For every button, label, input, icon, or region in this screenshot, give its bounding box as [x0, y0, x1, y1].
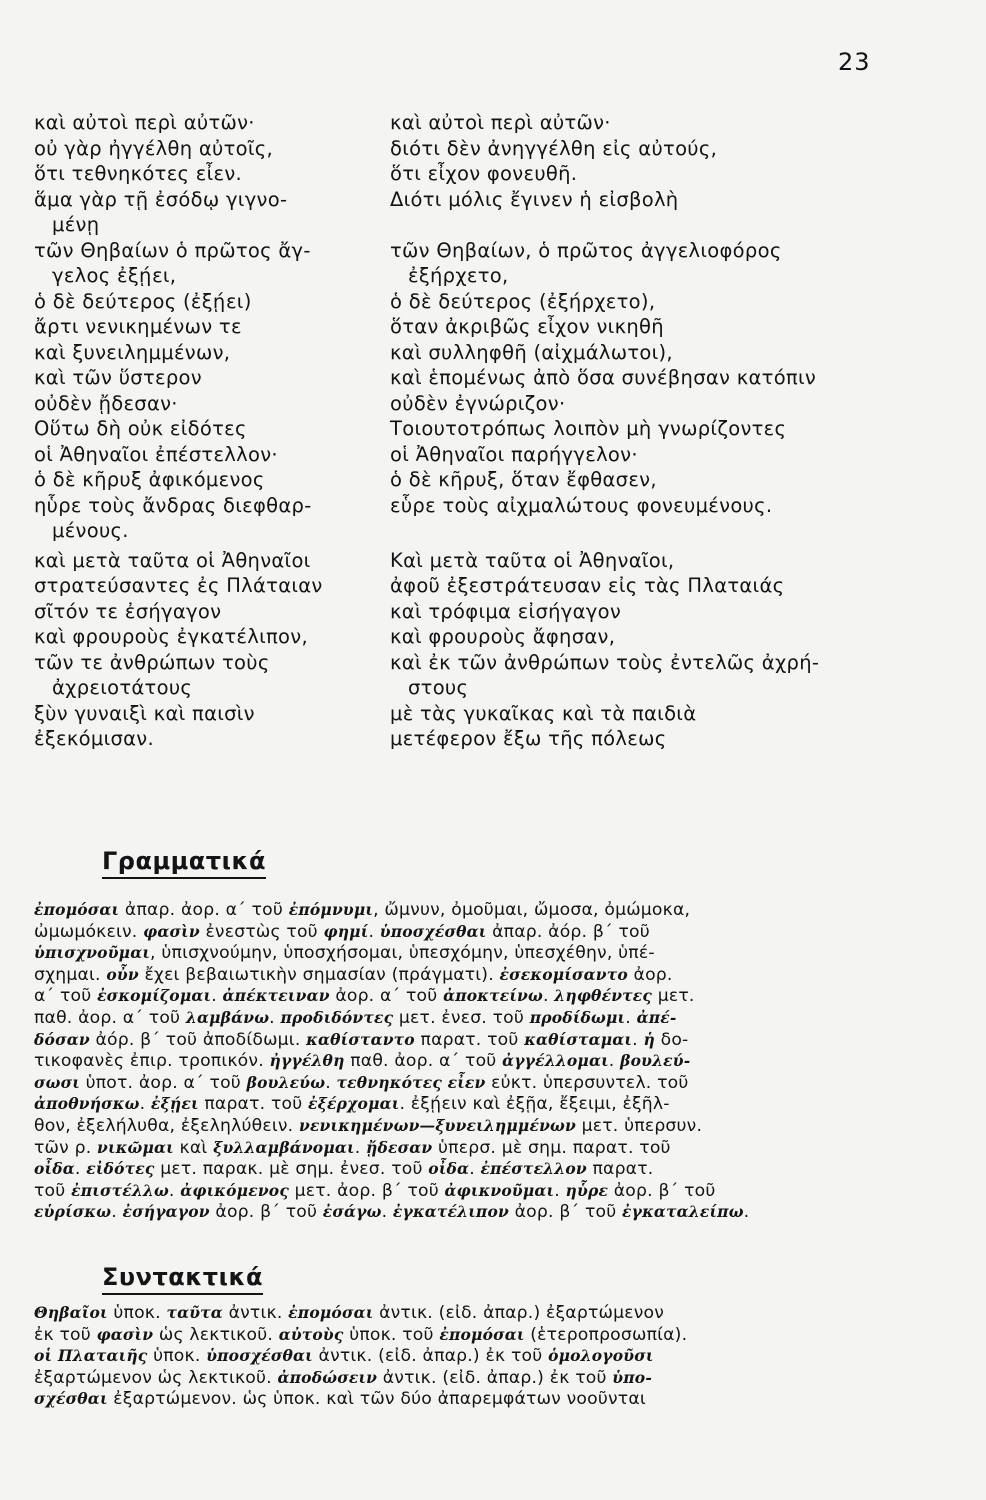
text-line: καὶ ἑπομένως ἀπὸ ὅσα συνέβησαν κατόπιν: [390, 366, 817, 389]
note-text: παρατ. τοῦ: [198, 1094, 309, 1115]
keyword: ἐσκομίζομαι: [97, 986, 212, 1006]
text-line: σῖτόν τε ἐσήγαγον: [34, 599, 222, 623]
keyword: ἐσάγω: [322, 1202, 382, 1222]
note-text: .: [111, 1202, 123, 1223]
note-line: [34, 1158, 890, 1180]
text-line: [390, 212, 910, 238]
text-line: ηὗρε τοὺς ἄνδρας διεφθαρ-: [34, 493, 312, 517]
text-line: διότι δὲν ἀνηγγέλθη εἰς αὐτούς,: [390, 136, 718, 160]
note-text: .: [381, 1202, 393, 1223]
note-text: . ἐξῄειν καὶ ἐξῇα, ἔξειμι, ἐξῆλ-: [399, 1094, 670, 1115]
keyword: λαμβάνω: [185, 1007, 270, 1027]
text-line: στους: [408, 676, 469, 699]
text-line: τῶν Θηβαίων, ὁ πρῶτος ἀγγελιοφόρος: [390, 238, 782, 262]
keyword: ἐπόμνυμι: [288, 900, 374, 919]
keyword: εὑρίσκω: [34, 1202, 112, 1222]
keyword: ἀφικόμενος: [180, 1180, 289, 1200]
note-text: .: [74, 1159, 87, 1180]
note-text: ὑποκ. τοῦ: [343, 1324, 440, 1345]
text-line: γελος ἐξῄει,: [52, 264, 177, 287]
note-line: [34, 1007, 890, 1029]
text-line: Τοιουτοτρόπως λοιπὸν μὴ γνωρίζοντες: [390, 417, 787, 440]
note-text: .: [554, 1180, 566, 1201]
text-line: Οὕτω δὴ οὐκ εἰδότες: [34, 417, 247, 440]
text-line: ὁ δὲ κῆρυξ ἀφικόμενος: [34, 468, 265, 491]
note-text: ἐνεστὼς τοῦ: [199, 921, 324, 942]
keyword: ὑπισχνοῦμαι: [34, 943, 151, 963]
keyword: ηὗρε: [565, 1180, 609, 1200]
keyword: βουλεύω: [246, 1072, 326, 1092]
keyword: ἀφικνοῦμαι: [444, 1180, 555, 1200]
text-line: οὐδὲν ἐγνώριζον·: [390, 391, 566, 415]
text-line: ὁ δὲ κῆρυξ, ὅταν ἔφθασεν,: [390, 468, 657, 491]
note-text: παθ. ἀορ. α΄ τοῦ: [344, 1051, 503, 1072]
keyword: ᾔδεσαν: [366, 1137, 433, 1157]
text-line: ὁ δὲ δεύτερος (ἐξήρχετο),: [390, 289, 656, 313]
note-text: ἀντικ. (εἰδ. ἀπαρ.) ἐκ τοῦ: [377, 1367, 613, 1388]
note-text: ἀπαρ. ἀορ. α΄ τοῦ: [119, 900, 289, 920]
note-text: .: [469, 1159, 481, 1180]
note-line: [34, 942, 890, 964]
note-text: .: [542, 986, 555, 1007]
keyword: ἐσεκομίσαντο: [499, 964, 628, 984]
note-text: (ἑτεροπροσωπία).: [524, 1324, 688, 1345]
note-line: [34, 1367, 890, 1389]
note-text: εὐκτ. ὑπερσυντελ. τοῦ: [485, 1072, 689, 1093]
text-line: ὅτι εἶχον φονευθῆ.: [390, 162, 578, 185]
text-line: μένῃ: [52, 213, 100, 236]
note-text: .: [168, 1180, 181, 1201]
keyword: αὐτοὺς: [278, 1324, 344, 1344]
keyword: ἐπομόσαι: [439, 1324, 525, 1344]
text-line: καὶ ξυνειλημμένων,: [34, 340, 231, 364]
text-line: τῶν τε ἀνθρώπων τοὺς: [34, 650, 270, 674]
text-line: [390, 518, 910, 544]
note-line: [34, 1137, 890, 1159]
note-text: ἀντικ. (εἰδ. ἀπαρ.) ἐκ τοῦ: [312, 1346, 549, 1367]
note-text: ἀπαρ. ἀόρ. β΄ τοῦ: [486, 921, 650, 942]
note-text: μετ. ἐνεσ. τοῦ: [393, 1007, 530, 1028]
note-text: ἀντικ.: [222, 1303, 289, 1323]
keyword: οὖν: [106, 964, 139, 984]
note-text: .: [325, 1072, 337, 1093]
note-text: .: [632, 1029, 644, 1050]
keyword: ἐπέστελλον: [480, 1159, 587, 1179]
text-line: εὗρε τοὺς αἰχμαλώτους φονευμένους.: [390, 493, 773, 517]
note-text: ὡς λεκτικοῦ.: [153, 1324, 279, 1345]
keyword: οἶδα: [34, 1159, 75, 1179]
note-line: [34, 1302, 890, 1324]
note-text: παρατ. τοῦ: [414, 1029, 525, 1050]
note-text: ὑποτ. ἀορ. α΄ τοῦ: [79, 1072, 247, 1093]
keyword: ἐπιστέλλω: [71, 1180, 169, 1200]
keyword: καθίσταμαι: [524, 1029, 633, 1049]
keyword: ὑπο-: [612, 1367, 652, 1387]
note-text: , ὑπισχνούμην, ὑποσχήσομαι, ὑπεσχόμην, ὑπεσχέθην, ὑπέ-: [150, 943, 655, 964]
text-line: καὶ τῶν ὕστερον: [34, 366, 202, 389]
text-line: τῶν Θηβαίων ὁ πρῶτος ἄγ-: [34, 238, 311, 262]
note-text: ἀορ. β΄ τοῦ: [608, 1180, 716, 1201]
note-text: ἀντικ. (εἰδ. ἀπαρ.) ἐξαρτώμενον: [373, 1303, 665, 1323]
text-line: στρατεύσαντες ἐς Πλάταιαν: [34, 574, 323, 597]
note-line: [34, 964, 890, 986]
keyword: Θηβαῖοι: [34, 1303, 108, 1322]
text-line: Διότι μόλις ἔγινεν ἡ εἰσβολὴ: [390, 187, 679, 211]
note-line: [34, 1180, 890, 1202]
note-line: [34, 1050, 890, 1072]
note-text: ἐξαρτώμενον. ὡς ὑποκ. καὶ τῶν δύο ἀπαρεμφάτων νοοῦνται: [107, 1389, 646, 1410]
keyword: ἀπέ-: [636, 1007, 677, 1027]
note-line: [34, 1345, 890, 1367]
note-line: [34, 1072, 890, 1094]
note-text: τῶν ρ.: [34, 1137, 98, 1158]
text-line: καὶ αὐτοὶ περὶ αὐτῶν·: [34, 111, 255, 134]
keyword: φασὶν: [96, 1324, 154, 1344]
text-line: ὅταν ἀκριβῶς εἶχον νικηθῆ: [390, 315, 664, 338]
note-text: μετ. παρακ. μὲ σημ. ἐνεσ. τοῦ: [154, 1159, 429, 1180]
text-line: ἄρτι νενικημένων τε: [34, 315, 242, 338]
note-text: , ὤμνυν, ὀμοῦμαι, ὤμοσα, ὀμώμοκα,: [373, 900, 691, 920]
grammar-notes: [34, 899, 890, 1223]
keyword: φημί: [323, 921, 369, 941]
note-text: παρατ.: [586, 1159, 654, 1180]
text-line: ὁ δὲ δεύτερος (ἐξῄει): [34, 289, 252, 313]
note-text: ἀορ.: [627, 964, 673, 985]
note-text: σχημαι.: [34, 964, 107, 985]
note-text: ἀορ. β΄ τοῦ: [508, 1202, 623, 1223]
text-line: καὶ αὐτοὶ περὶ αὐτῶν·: [390, 111, 611, 134]
page-number: 23: [838, 48, 871, 76]
keyword: ἐσήγαγον: [122, 1202, 210, 1222]
note-text: .: [139, 1094, 151, 1115]
note-line: [34, 1324, 890, 1346]
keyword: ἐγκαταλείπω: [622, 1202, 744, 1222]
keyword: ἐγκατέλιπον: [392, 1202, 509, 1222]
keyword: προδίδωμι: [529, 1007, 626, 1027]
note-text: καὶ: [173, 1137, 214, 1158]
text-line: ἐξήρχετο,: [408, 264, 509, 287]
keyword: ἀποθνήσκω: [34, 1094, 140, 1114]
keyword: φασὶν: [143, 921, 200, 941]
note-text: μετ.: [652, 986, 695, 1007]
note-text: .: [368, 921, 380, 942]
keyword: ἡ: [643, 1029, 655, 1049]
keyword: ἠγγέλθη: [269, 1051, 345, 1071]
note-text: τικοφανὲς ἐπιρ. τροπικόν.: [34, 1051, 270, 1072]
text-line: καὶ συλληφθῆ (αἰχμάλωτοι),: [390, 340, 673, 364]
text-line: ἀφοῦ ἐξεστράτευσαν εἰς τὰς Πλαταιάς: [390, 574, 785, 597]
keyword: ὁμολογοῦσι: [548, 1346, 654, 1366]
note-line: [34, 899, 890, 921]
keyword: ἀποδώσειν: [277, 1367, 378, 1387]
keyword: ἐξέρχομαι: [308, 1094, 400, 1114]
keyword: οἶδα: [428, 1159, 470, 1179]
note-line: [34, 1029, 890, 1051]
keyword: ταῦτα: [166, 1303, 223, 1322]
keyword: ἐπομόσαι: [34, 900, 120, 919]
keyword: ξυλλαμβάνομαι: [213, 1137, 355, 1157]
keyword: νικῶμαι: [97, 1137, 174, 1157]
note-text: .: [743, 1202, 750, 1223]
text-line: μὲ τὰς γυκαῖκας καὶ τὰ παιδιὰ: [390, 701, 697, 725]
text-line: μετέφερον ἔξω τῆς πόλεως: [390, 727, 667, 750]
keyword: ὑποσχέσθαι: [206, 1346, 313, 1366]
modern-translation-column: [390, 110, 910, 752]
text-line: ξὺν γυναιξὶ καὶ παισὶν: [34, 701, 255, 725]
note-line: [34, 1201, 890, 1223]
note-line: [34, 985, 890, 1007]
note-text: ὑποκ.: [107, 1303, 167, 1323]
keyword: προδιδόντες: [280, 1007, 394, 1027]
text-line: οἱ Ἀθηναῖοι παρήγγελον·: [390, 442, 638, 466]
note-text: μετ. ἀορ. β΄ τοῦ: [288, 1180, 445, 1201]
keyword: καθίσταντο: [306, 1029, 415, 1049]
keyword: οἱ Πλαταιῆς: [34, 1346, 148, 1366]
keyword: ἀγγέλλομαι: [502, 1051, 609, 1071]
keyword: εἰδότες: [86, 1159, 155, 1179]
note-line: [34, 1093, 890, 1115]
keyword: ληφθέντες: [554, 986, 653, 1006]
text-line: οὐ γὰρ ἠγγέλθη αὐτοῖς,: [34, 136, 274, 160]
ancient-text-column: [34, 110, 382, 752]
text-line: μένους.: [52, 519, 129, 542]
grammar-heading: Γραμματικά: [102, 847, 266, 879]
text-line: καὶ μετὰ ταῦτα οἱ Ἀθηναῖοι: [34, 548, 311, 572]
text-line: Καὶ μετὰ ταῦτα οἱ Ἀθηναῖοι,: [390, 548, 675, 572]
note-text: .: [608, 1051, 621, 1072]
text-line: ἐξεκόμισαν.: [34, 727, 154, 750]
keyword: σωσι: [34, 1072, 80, 1092]
syntax-heading: Συντακτικά: [102, 1263, 263, 1295]
note-text: .: [269, 1007, 281, 1028]
note-line: [34, 1388, 890, 1410]
note-text: δο-: [654, 1029, 689, 1050]
note-text: παθ. ἀορ. α΄ τοῦ: [34, 1007, 186, 1028]
keyword: ἐπομόσαι: [288, 1303, 374, 1322]
note-line: [34, 1115, 890, 1137]
note-text: .: [354, 1137, 367, 1158]
keyword: ἀπέκτειναν: [222, 986, 330, 1006]
text-line: ἀχρειοτάτους: [52, 676, 193, 699]
keyword: νενικημένων—ξυνειλημμένων: [298, 1115, 576, 1135]
text-line: καὶ φρουροὺς ἄφησαν,: [390, 625, 616, 648]
keyword: τεθνηκότες εἶεν: [336, 1072, 486, 1092]
text-line: οἱ Ἀθηναῖοι ἐπέστελλον·: [34, 442, 278, 466]
note-text: ὑπερσ. μὲ σημ. παρατ. τοῦ: [432, 1137, 671, 1158]
text-line: καὶ φρουροὺς ἐγκατέλιπον,: [34, 625, 308, 648]
keyword: βουλεύ-: [620, 1051, 691, 1071]
note-line: [34, 921, 890, 943]
note-text: α΄ τοῦ: [34, 986, 98, 1007]
keyword: ὑποσχέσθαι: [379, 921, 487, 941]
note-text: ἀορ. β΄ τοῦ: [209, 1202, 323, 1223]
text-line: ἅμα γὰρ τῇ ἐσόδῳ γιγνο-: [34, 187, 288, 211]
note-text: ἐκ τοῦ: [34, 1324, 97, 1345]
note-text: ἀόρ. β΄ τοῦ ἀποδίδωμι.: [89, 1029, 307, 1050]
keyword: ἐξῄει: [150, 1094, 199, 1114]
syntax-notes: [34, 1302, 890, 1410]
note-text: ἐξαρτώμενον ὡς λεκτικοῦ.: [34, 1367, 278, 1388]
text-line: καὶ ἐκ τῶν ἀνθρώπων τοὺς ἐντελῶς ἀχρή-: [390, 650, 820, 674]
keyword: σχέσθαι: [34, 1389, 108, 1409]
text-line: οὐδὲν ᾔδεσαν·: [34, 391, 178, 415]
note-text: τοῦ: [34, 1180, 72, 1201]
note-text: ἔχει βεβαιωτικὴν σημασίαν (πράγματι).: [138, 964, 500, 985]
note-text: μετ. ὑπερσυν.: [575, 1115, 703, 1136]
note-text: ὠμωμόκειν.: [34, 921, 144, 942]
text-line: ὅτι τεθνηκότες εἶεν.: [34, 162, 243, 185]
note-text: .: [625, 1007, 637, 1028]
keyword: δόσαν: [34, 1029, 90, 1049]
note-text: ἀορ. α΄ τοῦ: [329, 986, 444, 1007]
note-text: θον, ἐξελήλυθα, ἐξεληλύθειν.: [34, 1115, 299, 1136]
note-text: .: [211, 986, 223, 1007]
note-text: ὑποκ.: [147, 1346, 207, 1367]
text-line: καὶ τρόφιμα εἰσήγαγον: [390, 599, 622, 623]
keyword: ἀποκτείνω: [443, 986, 543, 1006]
